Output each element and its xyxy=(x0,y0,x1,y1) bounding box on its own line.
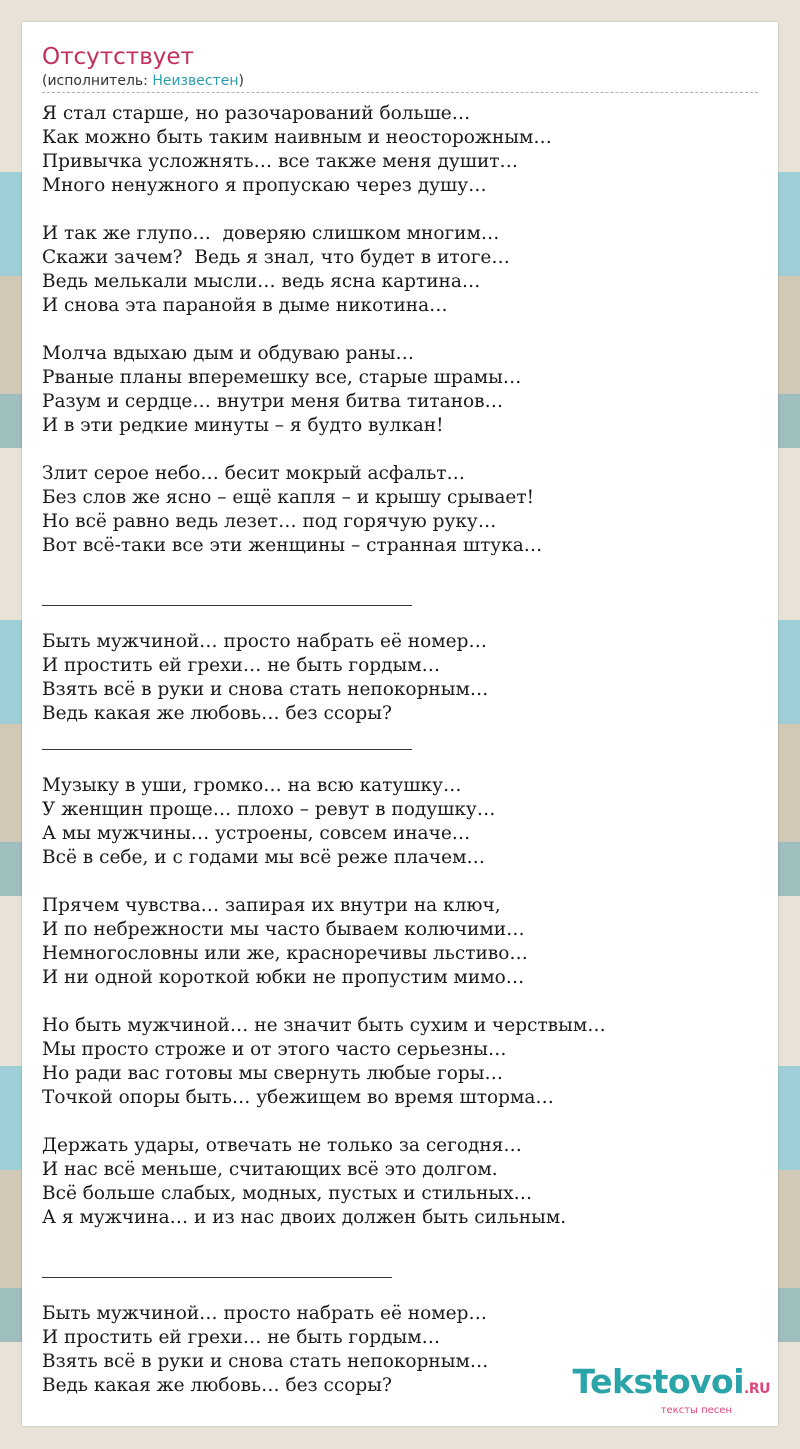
lyric-line: У женщин проще… плохо – ревут в подушку… xyxy=(42,799,496,820)
lyric-line: Прячем чувства… запирая их внутри на ключ, xyxy=(42,895,501,916)
logo-wordmark: Tekstovoi xyxy=(572,1362,745,1401)
performer-link[interactable]: Неизвестен xyxy=(152,73,239,89)
performer-prefix: (исполнитель: xyxy=(42,73,153,89)
stanza-gap xyxy=(42,870,758,894)
lyric-line: Но быть мужчиной… не значит быть сухим и черствым… xyxy=(42,1015,606,1036)
lyric-line: Злит серое небо… бесит мокрый асфальт… xyxy=(42,463,465,484)
lyric-line: И в эти редкие минуты – я будто вулкан! xyxy=(42,415,444,436)
lyric-line: И нас всё меньше, считающих всё это долгом. xyxy=(42,1159,498,1180)
stanza-gap xyxy=(42,990,758,1014)
lyric-line: А я мужчина… и из нас двоих должен быть сильным. xyxy=(42,1207,567,1228)
lyric-line: Мы просто строже и от этого часто серьезны… xyxy=(42,1039,507,1060)
lyric-line: Ведь какая же любовь… без ссоры? xyxy=(42,703,392,724)
lyric-line: Скажи зачем? Ведь я знал, что будет в итоге… xyxy=(42,247,510,268)
lyric-line: Молча вдыхаю дым и обдуваю раны… xyxy=(42,343,414,364)
separator-line xyxy=(42,605,412,606)
lyrics-card xyxy=(22,22,778,1426)
lyric-line: А мы мужчины… устроены, совсем иначе… xyxy=(42,823,471,844)
lyric-line: Но ради вас готовы мы свернуть любые горы… xyxy=(42,1063,503,1084)
lyric-line: И так же глупо… доверяю слишком многим… xyxy=(42,223,500,244)
separator-rule xyxy=(42,726,758,750)
separator-rule xyxy=(42,1254,758,1278)
performer-line xyxy=(42,72,758,90)
lyric-line: И по небрежности мы часто бываем колючими… xyxy=(42,919,525,940)
performer-suffix: ) xyxy=(238,73,244,89)
lyric-line: Быть мужчиной… просто набрать её номер… xyxy=(42,631,487,652)
song-title: Отсутствует xyxy=(42,44,194,70)
lyric-line: Быть мужчиной… просто набрать её номер… xyxy=(42,1303,487,1324)
separator-line xyxy=(42,749,412,750)
lyric-line: Точкой опоры быть… убежищем во время шторма… xyxy=(42,1087,554,1108)
lyric-line: И простить ей грехи… не быть гордым… xyxy=(42,655,441,676)
lyric-line: Много ненужного я пропускаю через душу… xyxy=(42,175,487,196)
lyric-line: Всё в себе, и с годами мы всё реже плачем… xyxy=(42,847,485,868)
lyric-line: Без слов же ясно – ещё капля – и крышу срывает! xyxy=(42,487,535,508)
lyric-line: Ведь мелькали мысли… ведь ясна картина… xyxy=(42,271,481,292)
lyric-line: Взять всё в руки и снова стать непокорным… xyxy=(42,679,489,700)
stanza-gap xyxy=(42,1230,758,1254)
lyric-line: Всё больше слабых, модных, пустых и стильных… xyxy=(42,1183,533,1204)
lyric-line: И простить ей грехи… не быть гордым… xyxy=(42,1327,441,1348)
stanza-gap xyxy=(42,558,758,582)
lyric-line: Держать удары, отвечать не только за сегодня… xyxy=(42,1135,522,1156)
site-logo[interactable] xyxy=(572,1362,770,1416)
lyric-line: Рваные планы вперемешку все, старые шрамы… xyxy=(42,367,522,388)
logo-tld: .RU xyxy=(744,1381,770,1397)
lyric-line: Вот всё-таки все эти женщины – странная штука… xyxy=(42,535,543,556)
lyrics-text xyxy=(42,102,758,1398)
separator-rule xyxy=(42,582,758,606)
lyric-line: Музыку в уши, громко… на всю катушку… xyxy=(42,775,462,796)
stanza-gap xyxy=(42,438,758,462)
logo-tagline: тексты песен xyxy=(660,1405,732,1416)
stanza-gap xyxy=(42,1278,758,1302)
lyric-line: Ведь какая же любовь… без ссоры? xyxy=(42,1375,392,1396)
song-header xyxy=(42,42,758,93)
lyric-line: Привычка усложнять… все также меня душит… xyxy=(42,151,519,172)
stanza-gap xyxy=(42,1110,758,1134)
lyric-line: Взять всё в руки и снова стать непокорным… xyxy=(42,1351,489,1372)
lyric-line: Но всё равно ведь лезет… под горячую руку… xyxy=(42,511,497,532)
lyric-line: И снова эта паранойя в дыме никотина… xyxy=(42,295,448,316)
lyric-line: Как можно быть таким наивным и неосторожным… xyxy=(42,127,552,148)
lyric-line: Немногословны или же, красноречивы льстиво… xyxy=(42,943,528,964)
lyric-line: Я стал старше, но разочарований больше… xyxy=(42,103,471,124)
lyric-line: Разум и сердце… внутри меня битва титанов… xyxy=(42,391,504,412)
stanza-gap xyxy=(42,750,758,774)
lyric-line: И ни одной короткой юбки не пропустим мимо… xyxy=(42,967,525,988)
stanza-gap xyxy=(42,606,758,630)
stanza-gap xyxy=(42,198,758,222)
stanza-gap xyxy=(42,318,758,342)
separator-line xyxy=(42,1277,392,1278)
